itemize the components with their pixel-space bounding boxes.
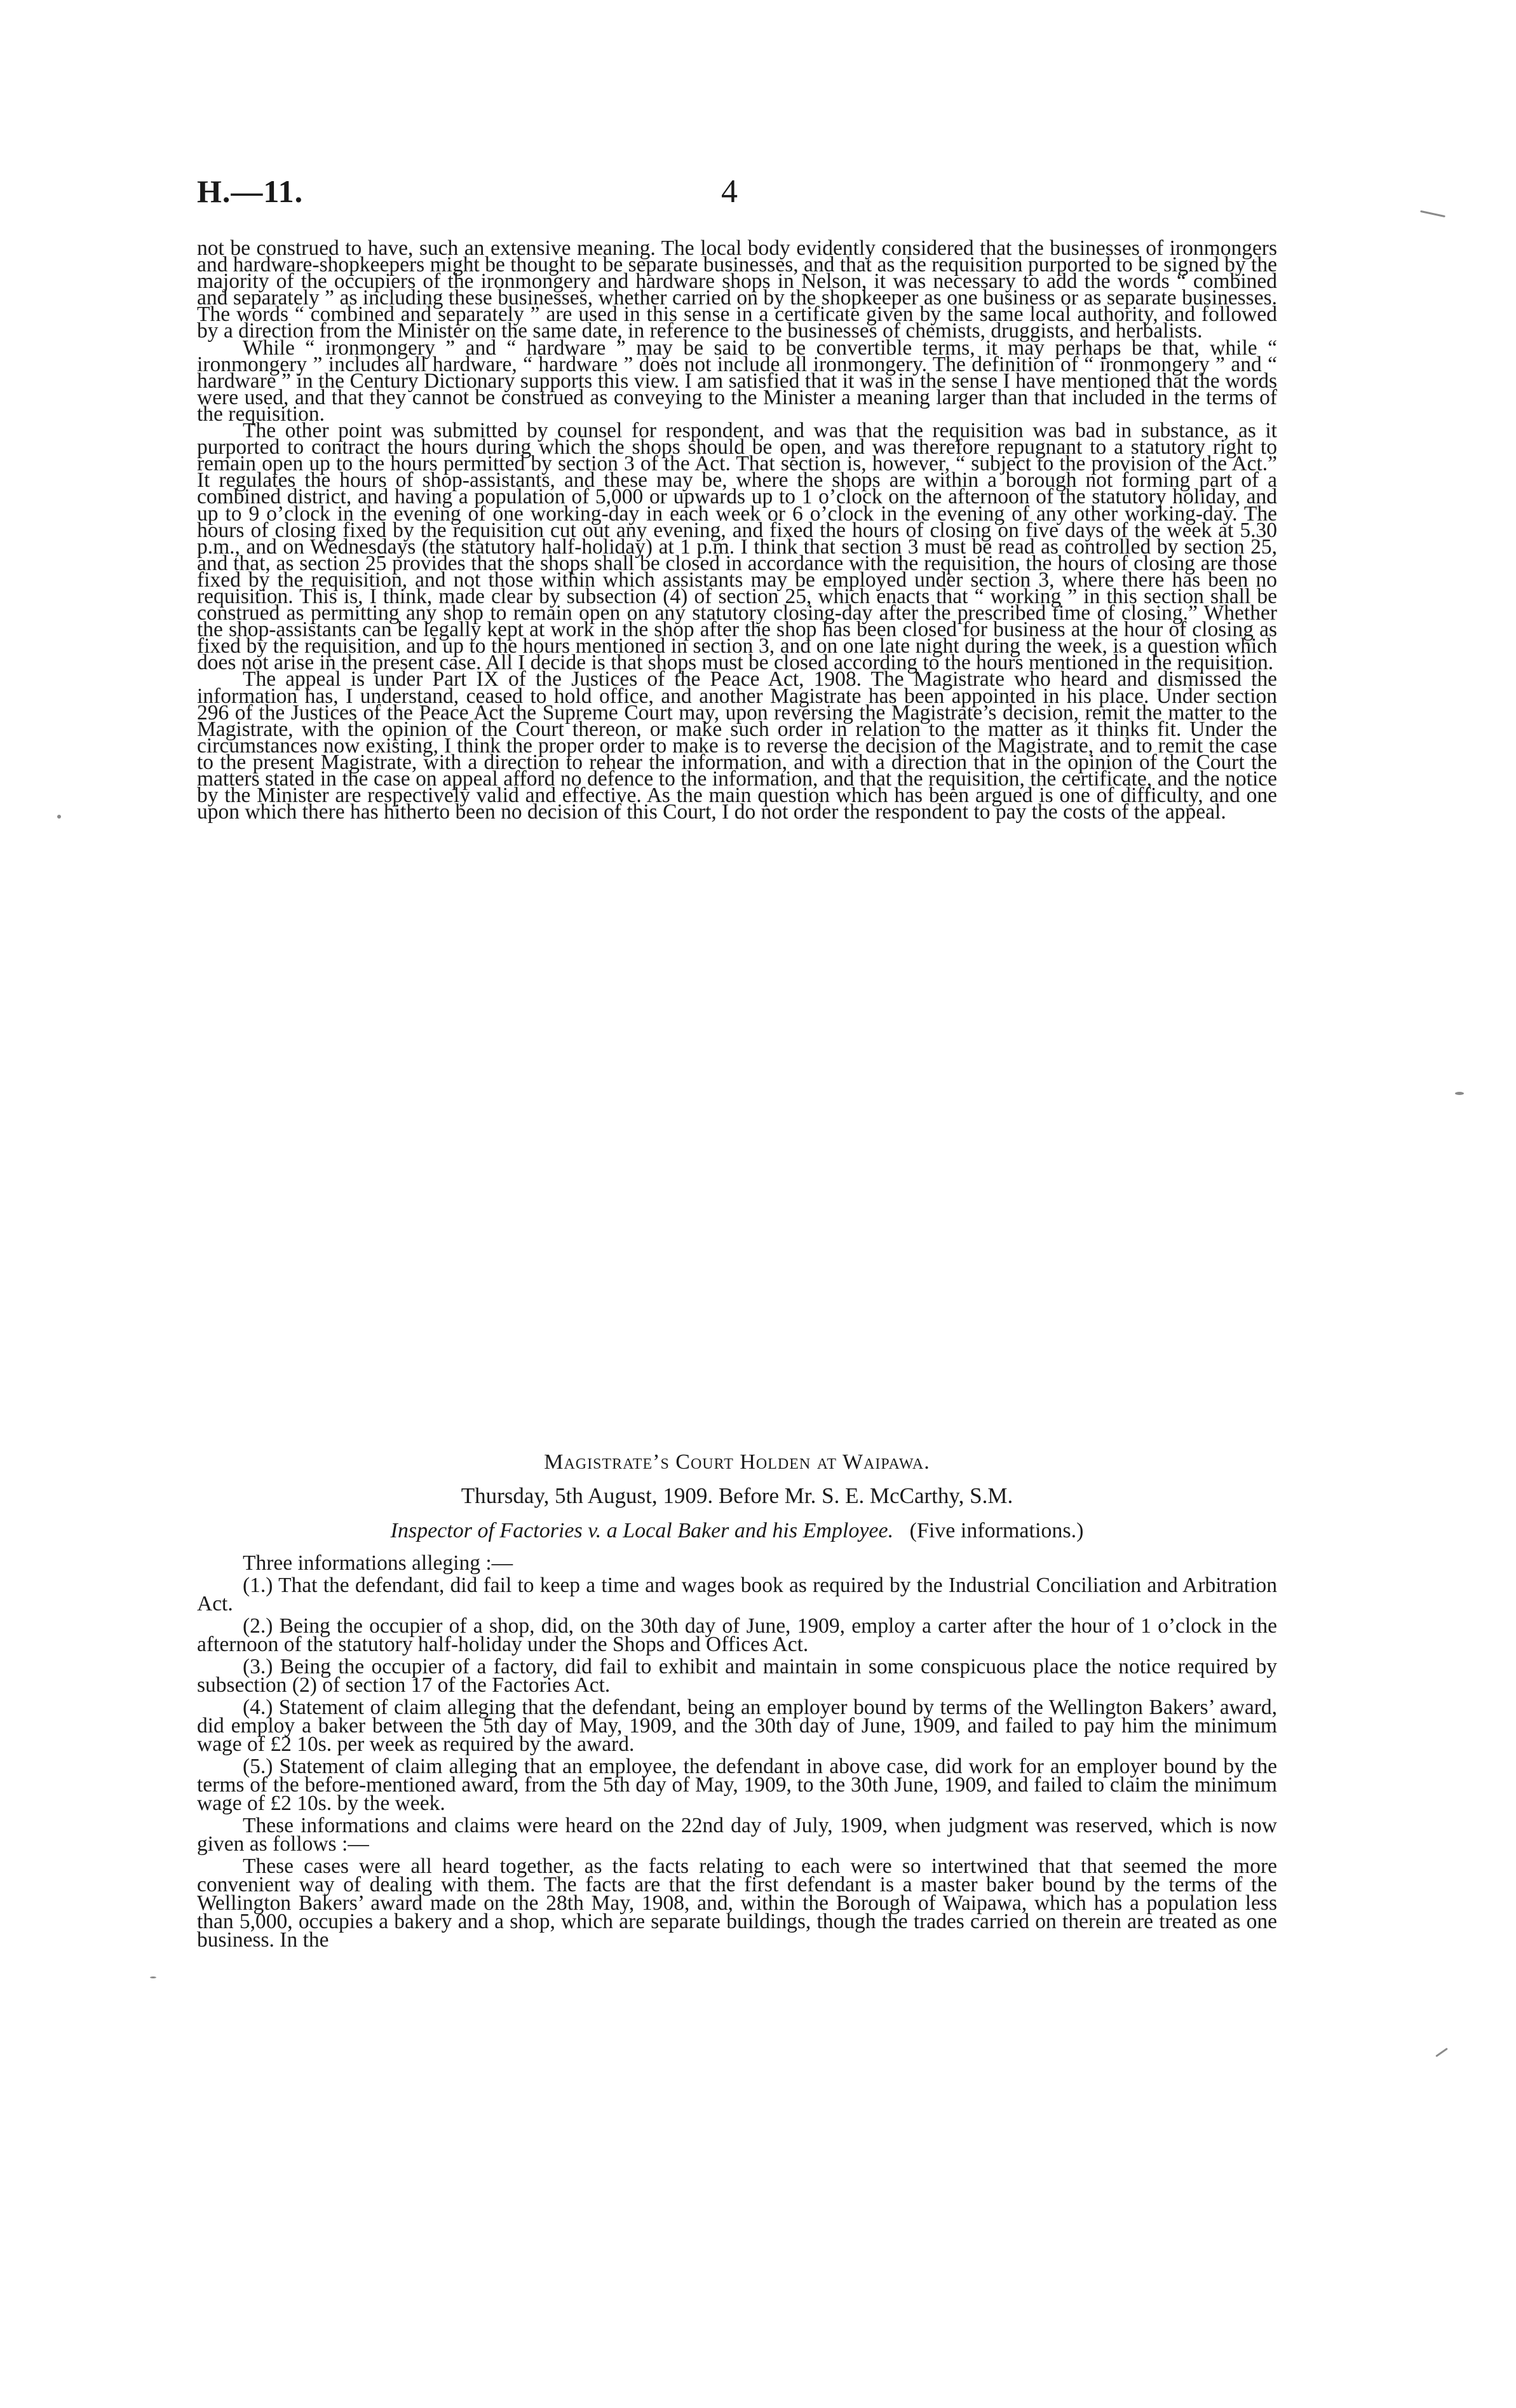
scan-speck <box>1435 2048 1448 2057</box>
paragraph: not be construed to have, such an extensive meaning. The local body evidently considered that the businesses of ironmongers and hardware-shopkeepers might be thought to be separate businesses, and that as the requisition purported to be signed by the majority of the occupiers of the ironmongery and hardware shops in Nelson, it was necessary to add the words “ combined and separately ” as including these businesses, whether carried on by the shopkeeper as one business or as separate businesses. The words “ combined and separately ” are used in this sense in a certificate given by the same local authority, and followed by a direction from the Minister on the same date, in reference to the businesses of chemists, druggists, and herbalists. <box>197 236 1277 343</box>
scan-speck <box>1420 210 1445 217</box>
page-number: 4 <box>721 173 738 210</box>
informations-intro: Three informations alleging :— <box>243 1551 513 1575</box>
information-item: (4.) Statement of claim alleging that the defendant, being an employer bound by terms of the Wellington Bakers’ award, did employ a baker between the 5th day of May, 1909, and the 30th day of June, 1909, and failed to pay him the minimum wage of £2 10s. per week as required by the award. <box>197 1696 1277 1756</box>
section-heading: Magistrate’s Court Holden at Waipawa. <box>544 1450 930 1474</box>
judgment-continuation <box>197 236 1277 824</box>
paragraph: The appeal is under Part IX of the Justices of the Peace Act, 1908. The Magistrate who heard and dismissed the information has, I understand, ceased to hold office, and another Magistrate has been appointed in his place. Under section 296 of the Justices of the Peace Act the Supreme Court may, upon reversing the Magistrate’s decision, remit the matter to the Magistrate, with the opinion of the Court thereon, or make such order in relation to the matter as it thinks fit. Under the circumstances now existing, I think the proper order to make is to reverse the decision of the Magistrate, and to remit the case to the present Magistrate, with a direction to rehear the information, and with a direction that in the opinion of the Court the matters stated in the case on appeal afford no defence to the information, and that the requisition, the certificate, and the notice by the Minister are respectively valid and effective. As the main question which has been argued is one of difficulty, and one upon which there has hitherto been no decision of this Court, I do not order the respondent to pay the costs of the appeal. <box>197 667 1277 824</box>
sitting-line: Thursday, 5th August, 1909. Before Mr. S. E. McCarthy, S.M. <box>461 1483 1013 1508</box>
case-title-parties: Inspector of Factories v. a Local Baker and his Employee. <box>390 1519 894 1542</box>
case-title-note: (Five informations.) <box>909 1519 1084 1542</box>
paragraph: While “ ironmongery ” and “ hardware ” may be said to be convertible terms, it may perhaps be that, while “ ironmongery ” includes all hardware, “ hardware ” does not include all ironmongery. The definition of “ ironmongery ” and “ hardware ” in the Century Dictionary supports this view. I am satisfied that it was in the sense I have mentioned that the words were used, and that they cannot be construed as conveying to the Minister a meaning larger than that included in the terms of the requisition. <box>197 336 1277 426</box>
information-item: (1.) That the defendant, did fail to keep a time and wages book as required by the Industrial Conciliation and Arbitration Act. <box>197 1574 1277 1616</box>
paragraph: The other point was submitted by counsel for respondent, and was that the requisition was bad in substance, as it purported to contract the hours during which the shops should be open, and was therefore repugnant to a statutory right to remain open up to the hours permitted by section 3 of the Act. That section is, however, “ subject to the provision of the Act.” It regulates the hours of shop-assistants, and these may be, where the shops are within a borough not forming part of a combined district, and having a population of 5,000 or upwards up to 1 o’clock on the afternoon of the statutory holiday, and up to 9 o’clock in the evening of one working-day in each week or 6 o’clock in the evening of any other working-day. The hours of closing fixed by the requisition cut out any evening, and fixed the hours of closing on five days of the week at 5.30 p.m., and on Wednesdays (the statutory half-holiday) at 1 p.m. I think that section 3 must be read as controlled by section 25, and that, as section 25 provides that the shops shall be closed in accordance with the requisition, the hours of closing are those fixed by the requisition, and not those within which assistants may be employed under section 3, where there has been no requisition. This is, I think, made clear by subsection (4) of section 25, which enacts that “ working ” in this section shall be construed as permitting any shop to remain open on any statutory closing-day after the prescribed time of closing.” Whether the shop-assistants can be legally kept at work in the shop after the shop has been closed for business at the hour of closing as fixed by the requisition, and up to the hours mentioned in section 3, and on one late night during the week, is a question which does not arise in the present case. All I decide is that shops must be closed according to the hours mentioned in the requisition. <box>197 419 1277 675</box>
information-item: (2.) Being the occupier of a shop, did, on the 30th day of June, 1909, employ a carter after the hour of 1 o’clock in the afternoon of the statutory half-holiday under the Shops and Offices Act. <box>197 1614 1277 1656</box>
scan-speck <box>1455 1092 1464 1095</box>
scan-speck <box>57 815 61 819</box>
hearing-note: These informations and claims were heard on the 22nd day of July, 1909, when judgment was reserved, which is now given as follows :— <box>197 1814 1277 1856</box>
judgment-paragraph: These cases were all heard together, as the facts relating to each were so intertwined that that seemed the more convenient way of dealing with them. The facts are that the first defendant is a master baker bound by the terms of the Wellington Bakers’ award made on the 28th May, 1908, and, within the Borough of Waipawa, which has a population less than 5,000, occupies a bakery and a shop, which are separate buildings, though the trades carried on therein are treated as one business. In the <box>197 1854 1277 1952</box>
magistrate-court-section <box>197 1450 1277 1952</box>
information-item: (5.) Statement of claim alleging that an employee, the defendant in above case, did work for an employer bound by the terms of the before-mentioned award, from the 5th day of May, 1909, to the 30th June, 1909, and failed to claim the minimum wage of £2 10s. by the week. <box>197 1755 1277 1815</box>
information-item: (3.) Being the occupier of a factory, did fail to exhibit and maintain in some conspicuous place the notice required by subsection (2) of section 17 of the Factories Act. <box>197 1655 1277 1697</box>
document-reference: H.—11. <box>197 173 304 209</box>
case-title <box>197 1521 1277 1540</box>
scan-speck <box>150 1976 156 1978</box>
